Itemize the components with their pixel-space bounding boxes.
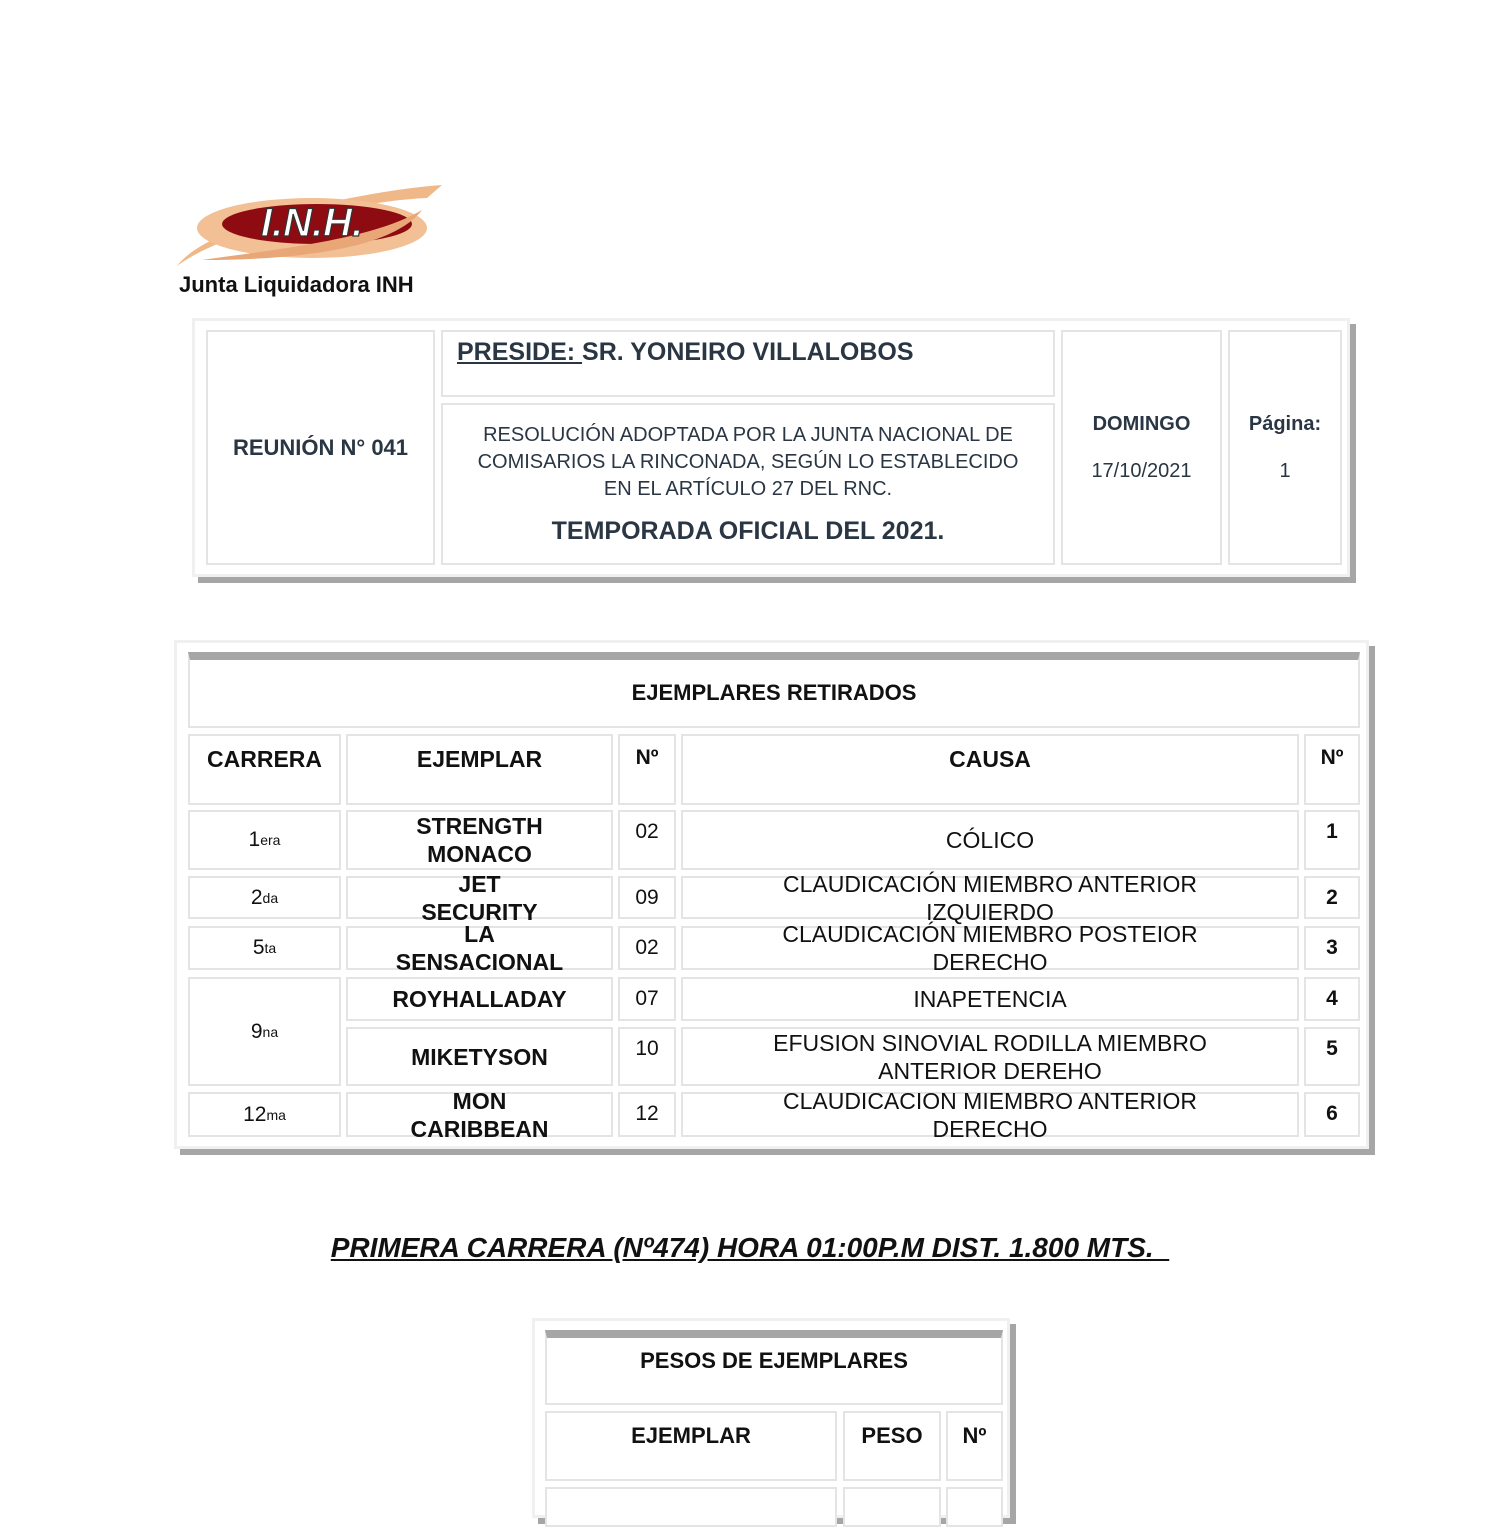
causa-text: CLAUDICACIÓN MIEMBRO ANTERIOR IZQUIERDO	[782, 870, 1198, 925]
pesos-col-peso	[843, 1411, 941, 1481]
causa-text: CLAUDICACIÓN MIEMBRO POSTEIOR DERECHO	[782, 921, 1198, 975]
ejemplar-number: 07	[635, 987, 659, 1010]
row-index: 5	[1326, 1037, 1338, 1060]
col-label: EJEMPLAR	[416, 746, 543, 772]
causa-cell	[681, 870, 1299, 925]
ejemplar-name: MON CARIBBEAN	[410, 1087, 549, 1142]
carrera-cell	[188, 876, 341, 919]
page-number: 1	[1279, 459, 1291, 482]
temporada-text: TEMPORADA OFICIAL DEL 2021.	[551, 517, 945, 545]
inh-logo	[172, 180, 447, 272]
ejemplar-number: 02	[635, 936, 659, 959]
page-label: Página:	[1248, 412, 1322, 435]
col-label: EJEMPLAR	[631, 1423, 751, 1448]
n-cell	[1304, 876, 1360, 919]
col-n	[1304, 734, 1360, 805]
ejemplar-name: LA SENSACIONAL	[395, 921, 564, 975]
retirados-title-text: EJEMPLARES RETIRADOS	[631, 680, 917, 705]
col-causa	[681, 734, 1299, 805]
resolucion-text: RESOLUCIÓN ADOPTADA POR LA JUNTA NACIONAL DE COMISARIOS LA RINCONADA, SEGÚN LO ESTABLECIDO EN EL ARTÍCULO 27 DEL RNC.	[477, 424, 1019, 500]
pesos-title	[545, 1330, 1003, 1405]
day: DOMINGO	[1092, 412, 1191, 435]
carrera-cell	[188, 810, 341, 870]
carrera-value: 2	[250, 885, 263, 909]
carrera-value: 1	[248, 828, 261, 851]
col-label: Nº	[635, 746, 659, 769]
num-cell	[618, 1027, 676, 1086]
carrera-suffix: da	[262, 889, 279, 906]
col-label: CAUSA	[949, 746, 1031, 772]
col-label: Nº	[1320, 746, 1344, 769]
n-cell	[1304, 810, 1360, 870]
causa-text: CLAUDICACION MIEMBRO ANTERIOR DERECHO	[782, 1087, 1198, 1142]
ejemplar-cell	[346, 921, 613, 975]
pesos-row-peso	[843, 1487, 941, 1527]
ejemplar-number: 10	[635, 1037, 659, 1060]
n-cell	[1304, 926, 1360, 970]
ejemplar-cell	[346, 1027, 613, 1086]
num-cell	[618, 926, 676, 970]
resolucion-cell	[441, 403, 1055, 565]
retirados-title	[188, 652, 1360, 728]
pesos-title-text: PESOS DE EJEMPLARES	[640, 1348, 908, 1373]
date-cell	[1061, 330, 1222, 565]
causa-text: CÓLICO	[945, 827, 1035, 853]
causa-cell	[681, 810, 1299, 870]
col-label: PESO	[861, 1423, 923, 1448]
n-cell	[1304, 977, 1360, 1021]
ejemplar-cell	[346, 977, 613, 1021]
ejemplar-name: MIKETYSON	[411, 1043, 548, 1070]
page-cell	[1228, 330, 1342, 565]
n-cell	[1304, 1092, 1360, 1137]
ejemplar-number: 12	[635, 1102, 659, 1125]
n-cell	[1304, 1027, 1360, 1086]
col-ejemplar	[346, 734, 613, 805]
causa-cell	[681, 1087, 1299, 1142]
col-carrera	[188, 734, 341, 805]
ejemplar-number: 09	[635, 886, 659, 909]
row-index: 6	[1326, 1102, 1338, 1125]
col-num	[618, 734, 676, 805]
inh-logo-icon	[172, 180, 447, 272]
race-title: PRIMERA CARRERA (Nº474) HORA 01:00P.M DIST. 1.800 MTS._	[330, 1232, 1170, 1263]
ejemplar-number: 02	[635, 820, 659, 843]
carrera-value: 12	[243, 1102, 267, 1126]
causa-text: EFUSION SINOVIAL RODILLA MIEMBRO ANTERIOR DEREHO	[773, 1029, 1207, 1084]
causa-cell	[681, 977, 1299, 1021]
carrera-cell	[188, 926, 341, 970]
carrera-suffix: ma	[266, 1106, 286, 1123]
col-label: CARRERA	[207, 746, 322, 772]
causa-cell	[681, 921, 1299, 975]
preside-cell	[441, 330, 1055, 397]
num-cell	[618, 977, 676, 1021]
ejemplar-cell	[346, 870, 613, 925]
ejemplar-cell	[346, 810, 613, 870]
row-index: 3	[1326, 936, 1338, 959]
causa-cell	[681, 1027, 1299, 1086]
reunion-cell	[206, 330, 435, 565]
logo-caption: Junta Liquidadora INH	[179, 272, 414, 297]
pesos-row-num	[946, 1487, 1003, 1527]
num-cell	[618, 810, 676, 870]
carrera-cell	[188, 1092, 341, 1137]
svg-text:I.N.H.: I.N.H.	[260, 201, 364, 245]
row-index: 4	[1326, 987, 1338, 1010]
causa-text: INAPETENCIA	[913, 986, 1067, 1012]
pesos-col-ejemplar	[545, 1411, 837, 1481]
ejemplar-name: ROYHALLADAY	[392, 986, 567, 1012]
col-label: Nº	[962, 1423, 987, 1448]
preside-label: PRESIDE:	[457, 338, 583, 366]
carrera-value: 5	[252, 936, 265, 959]
row-index: 1	[1326, 820, 1338, 843]
num-cell	[618, 876, 676, 919]
carrera-suffix: era	[260, 832, 281, 848]
carrera-suffix: ta	[264, 940, 277, 956]
pesos-col-num	[946, 1411, 1003, 1481]
ejemplar-cell	[346, 1087, 613, 1142]
ejemplar-name: JET SECURITY	[421, 870, 538, 925]
pesos-row-ejemplar	[545, 1487, 837, 1527]
num-cell	[618, 1092, 676, 1137]
carrera-value: 9	[250, 1019, 263, 1043]
preside-name: SR. YONEIRO VILLALOBOS	[582, 338, 914, 366]
row-index: 2	[1326, 886, 1338, 909]
date: 17/10/2021	[1091, 459, 1192, 482]
reunion-number: REUNIÓN N° 041	[232, 434, 409, 460]
carrera-cell	[188, 977, 341, 1086]
carrera-suffix: na	[262, 1023, 279, 1040]
ejemplar-name: STRENGTH MONACO	[416, 813, 543, 867]
